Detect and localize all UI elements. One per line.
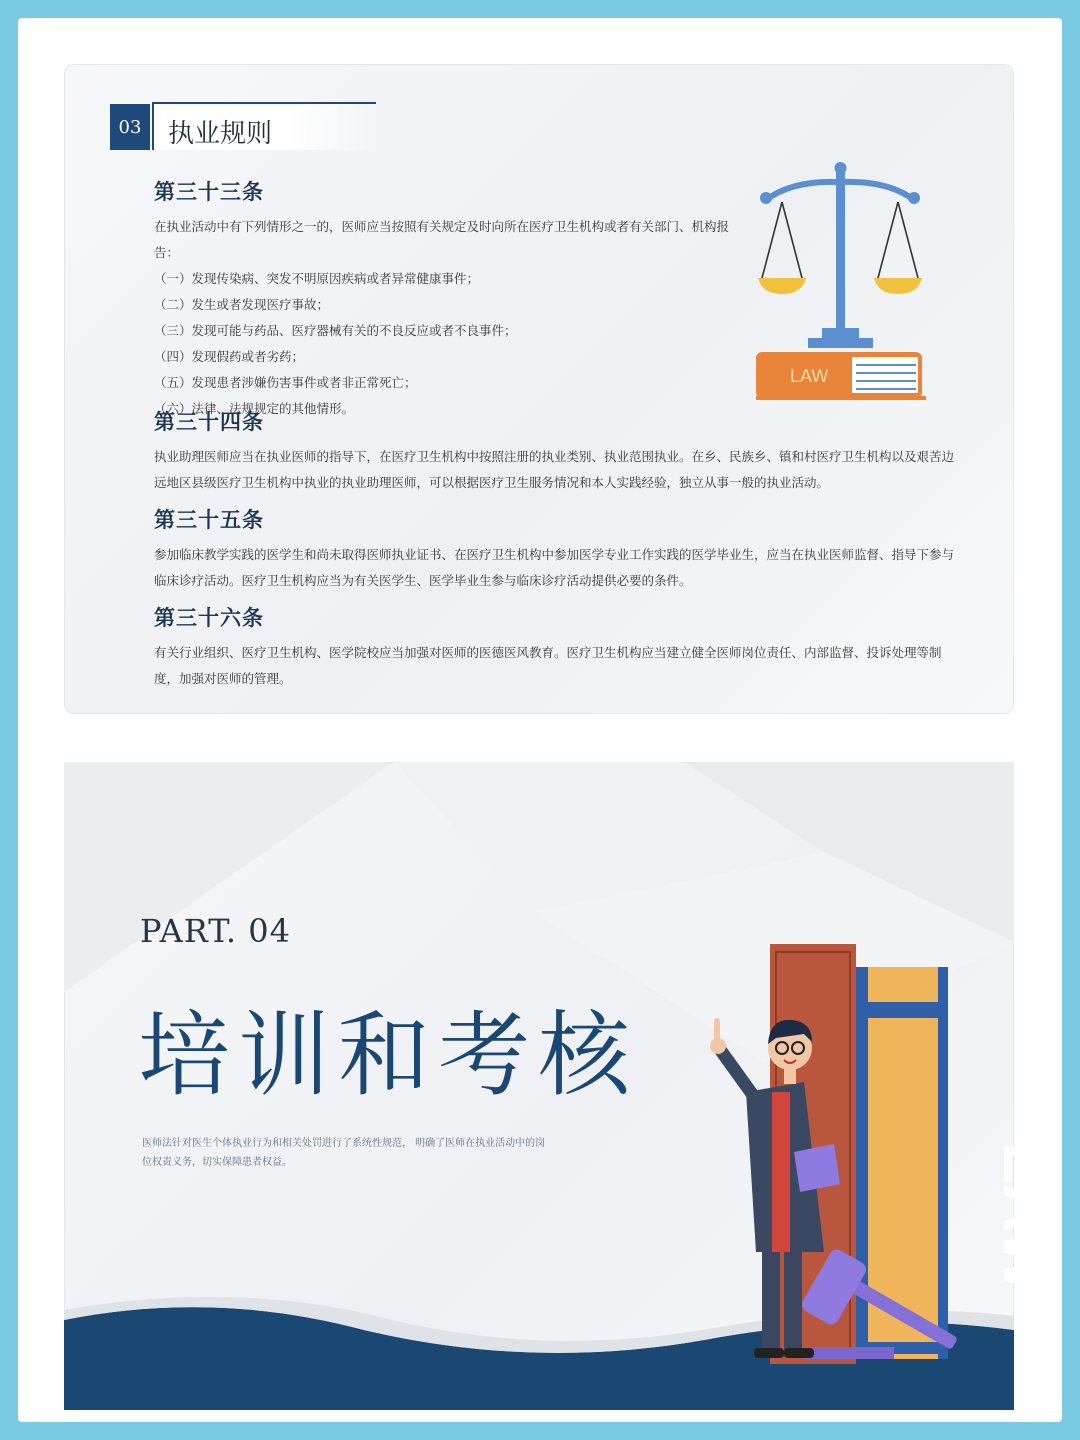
slide-practice-rules	[64, 64, 1014, 714]
section-title-box	[152, 102, 376, 150]
article-line: （四）发现假药或者劣药；	[154, 349, 305, 364]
slide-description: 医师法针对医生个体执业行为和相关处罚进行了系统性规范， 明确了医师在执业活动中的岗位权责义务，切实保障患者权益。	[142, 1138, 546, 1168]
article-line: （二）发生或者发现医疗事故；	[154, 297, 330, 312]
article-line: （五）发现患者涉嫌伤害事件或者非正常死亡；	[154, 375, 417, 390]
part-label: PART. 04	[140, 912, 291, 950]
article-36	[154, 602, 954, 692]
book-label: LAW	[790, 366, 829, 386]
page-frame	[18, 18, 1065, 1422]
article-heading: 第三十六条	[154, 605, 264, 630]
section-title: 执业规则	[168, 119, 273, 149]
slide-part-04	[64, 762, 1065, 1410]
article-heading: 第三十五条	[154, 507, 264, 532]
article-text: 执业助理医师应当在执业医师的指导下，在医疗卫生机构中按照注册的执业类别、执业范围执业。在乡、民族乡、镇和村医疗卫生机构以及艰苦边远地区县级医疗卫生机构中执业的执业助理医师，可以根据医疗卫生服务情况和本人实践经验，独立从事一般的执业活动。	[154, 449, 955, 490]
book-label-2: LAW	[989, 1142, 1065, 1294]
article-heading: 第三十四条	[154, 409, 264, 434]
article-text: 有关行业组织、医疗卫生机构、医学院校应当加强对医师的医德医风教育。医疗卫生机构应当建立健全医师岗位责任、内部监督、投诉处理等制度，加强对医师的管理。	[154, 645, 942, 686]
article-33	[154, 176, 744, 422]
article-34	[154, 406, 954, 496]
article-line: （六）法律、法规规定的其他情形。	[154, 401, 355, 416]
lawyer-with-law-books-icon	[654, 922, 1065, 1410]
article-text: 参加临床教学实践的医学生和尚未取得医师执业证书、在医疗卫生机构中参加医学专业工作实践的医学毕业生，应当在执业医师监督、指导下参与临床诊疗活动。医疗卫生机构应当为有关医学生、医学毕业生参与临床诊疗活动提供必要的条件。	[154, 547, 955, 588]
article-line: 在执业活动中有下列情形之一的，医师应当按照有关规定及时向所在医疗卫生机构或者有关部门、机构报告：	[154, 219, 730, 260]
section-number-badge: 03	[110, 104, 150, 150]
article-35	[154, 504, 954, 594]
slide-title: 培训和考核	[138, 1002, 639, 1109]
article-line: （一）发现传染病、突发不明原因疾病或者异常健康事件；	[154, 271, 480, 286]
article-line: （三）发现可能与药品、医疗器械有关的不良反应或者不良事件；	[154, 323, 517, 338]
scales-of-justice-icon	[752, 160, 932, 405]
article-heading: 第三十三条	[154, 179, 264, 204]
